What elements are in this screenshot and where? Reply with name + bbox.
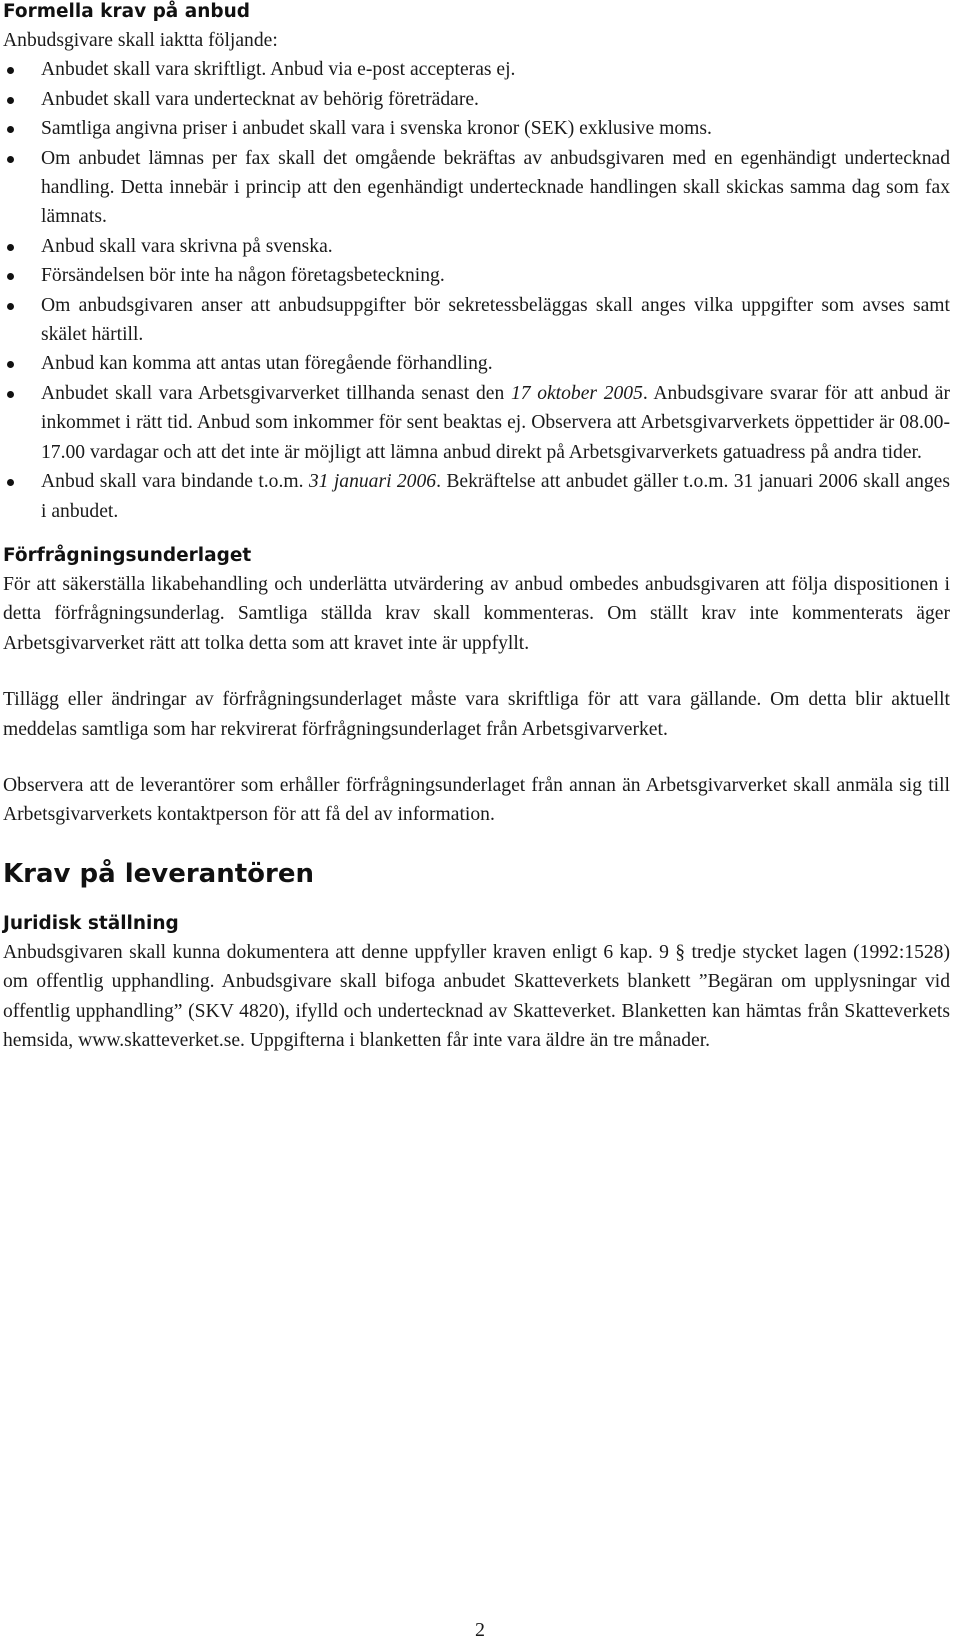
underlag-paragraph: För att säkerställa likabehandling och underlätta utvärdering av anbud ombedes anbudsgivaren att följa dispositionen i detta förfrågningsunderlag. Samtliga ställda krav skall kommenteras. Om ställt krav inte kommenterats äger Arbetsgivarverket rätt att tolka detta som att kravet inte är uppfyllt. [3,573,950,654]
list-item: Anbud skall vara skrivna på svenska. [3,232,950,261]
list-item: Om anbudsgivaren anser att anbudsuppgifter bör sekretessbeläggas skall anges vilka uppgifter som avses samt skälet härtill. [3,291,950,350]
bullet-icon [7,303,14,310]
page-number: 2 [475,1619,485,1641]
underlag-paragraph: Observera att de leverantörer som erhåller förfrågningsunderlaget från annan än Arbetsgivarverket skall anmäla sig till Arbetsgivarverkets kontaktperson för att få del av information. [3,774,950,826]
list-item: Försändelsen bör inte ha någon företagsbeteckning. [3,261,950,290]
bullet-icon [7,273,14,280]
section-heading-juridisk: Juridisk ställning [3,912,179,934]
bullet-icon [7,391,14,398]
section-heading-formal: Formella krav på anbud [3,1,251,22]
bullet-icon [7,479,14,486]
list-item-binding: Anbud skall vara bindande t.o.m. 31 januari 2006. Bekräftelse att anbudet gäller t.o.m. 31 januari 2006 skall anges i anbudet. [3,467,950,526]
formal-intro: Anbudsgivare skall iaktta följande: [3,30,278,51]
list-item: Om anbudet lämnas per fax skall det omgående bekräftas av anbudsgivaren med en egenhändigt undertecknad handling. Detta innebär i princip att den egenhändigt undertecknade handlingen skall skickas samma dag som fax lämnats. [3,144,950,232]
juridisk-paragraph: Anbudsgivaren skall kunna dokumentera att denne uppfyller kraven enligt 6 kap. 9 § tredje stycket lagen (1992:1528) om offentlig upphandling. Anbudsgivare skall bifoga anbudet Skatteverkets blankett ”Begäran om upplysningar vid offentlig upphandling” (SKV 4820), ifylld och undertecknad av Skatteverket. Blanketten kan hämtas från Skatteverkets hemsida, www.skatteverket.se. Uppgifterna i blanketten får inte vara äldre än tre månader. [3,941,950,1051]
binding-date: 31 januari 2006 [308,471,437,493]
bullet-icon [7,126,14,133]
underlag-paragraph: Tillägg eller ändringar av förfrågningsunderlaget måste vara skriftliga för att vara gällande. Om detta blir aktuellt meddelas samtliga som har rekvirerat förfrågningsunderlaget från Arbetsgivarverket. [3,689,950,740]
list-item: Anbud kan komma att antas utan föregående förhandling. [3,349,950,378]
formal-requirements-list [3,55,950,526]
list-item: Anbudet skall vara skriftligt. Anbud via e-post accepteras ej. [3,55,950,84]
bullet-icon [7,361,14,368]
bullet-icon [7,244,14,251]
section-heading-leverantor: Krav på leverantören [3,858,314,889]
list-item-deadline: Anbudet skall vara Arbetsgivarverket tillhanda senast den 17 oktober 2005. Anbudsgivare svarar för att anbud är inkommet i rätt tid. Anbud som inkommer för sent beaktas ej. Observera att Arbetsgivarverkets öppettider är 08.00-17.00 vardagar och att det inte är möjligt att lämna anbud direkt på Arbetsgivarverkets gatuadress på andra tider. [3,379,950,467]
list-item: Samtliga angivna priser i anbudet skall vara i svenska kronor (SEK) exklusive moms. [3,114,950,143]
page-content [3,0,950,1055]
section-heading-underlag: Förfrågningsunderlaget [3,544,252,566]
bullet-icon [7,156,14,163]
list-item: Anbudet skall vara undertecknat av behörig företrädare. [3,85,950,114]
bullet-icon [7,67,14,74]
bullet-icon [7,97,14,104]
deadline-date: 17 oktober 2005 [510,382,643,404]
